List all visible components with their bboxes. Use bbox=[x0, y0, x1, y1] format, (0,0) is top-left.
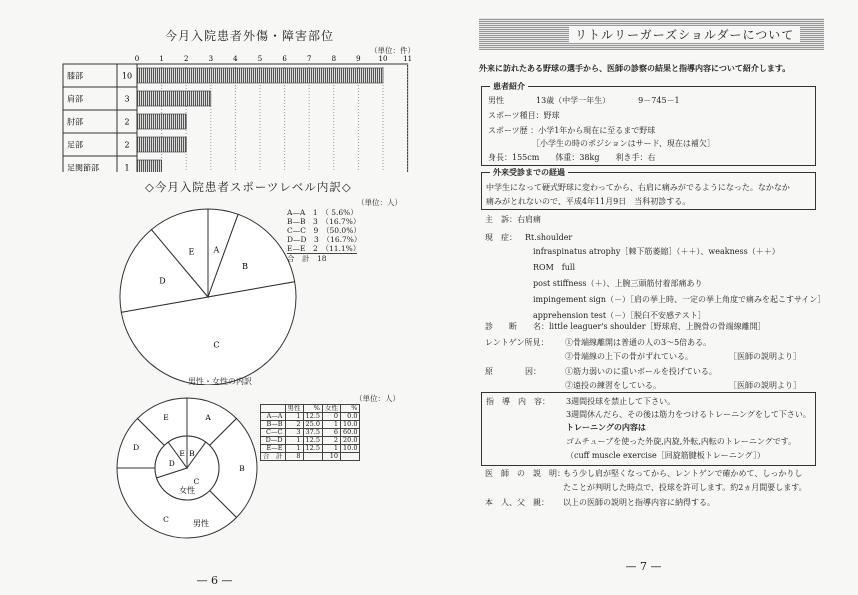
finding-line: post stiffness（＋）、上腕三頭筋付着部痛あり bbox=[533, 279, 703, 288]
doctor-line: たことが判明した時点で、投球を許可します。約2ヵ月間要します。 bbox=[563, 483, 807, 492]
table-cell: 1 bbox=[322, 445, 340, 453]
pie-slice-label: D bbox=[159, 276, 166, 286]
guidance-line: 3週間投球を禁止して下さい。 bbox=[566, 397, 676, 406]
bar bbox=[137, 137, 186, 152]
intro-text: 外来に訪れたある野球の選手から、医師の診察の結果と指導内容について紹介します。 bbox=[479, 63, 791, 73]
pie-slice-label: C bbox=[213, 340, 220, 350]
consent-label: 本 人、父 親： bbox=[485, 498, 549, 507]
profile-line: スポーツ種目：野球 bbox=[488, 111, 560, 120]
bar-chart bbox=[55, 52, 425, 172]
history-header: 外来受診までの経過 bbox=[490, 167, 568, 178]
table-cell: 25.0 bbox=[303, 421, 322, 429]
page-title: リトルリーガーズショルダーについて bbox=[569, 26, 800, 43]
table-cell: 0 bbox=[322, 413, 340, 421]
table-cell: 3 bbox=[285, 429, 303, 437]
table-cell: E—E bbox=[261, 445, 286, 453]
bar-chart-unit: （単位：件） bbox=[370, 46, 415, 55]
donut-outer-label: D bbox=[133, 442, 140, 452]
table-cell: 1 bbox=[322, 421, 340, 429]
guidance-line: ゴムチューブを使った外旋,内旋,外転,内転のトレーニングです。 bbox=[566, 437, 797, 446]
table-cell bbox=[303, 453, 322, 461]
pie-legend-row: A—A 1 （ 5.6%） bbox=[287, 208, 358, 217]
history-line: 中学生になって硬式野球に変わってから、右肩に痛みがでるようになった。なかなか bbox=[486, 183, 790, 192]
profile-line: 男性 13歳（中学一年生） 9－745－1 bbox=[488, 96, 680, 105]
cause-line: ①筋力弱いのに重いボールを投げている。 bbox=[565, 367, 717, 376]
pie-unit: （単位：人） bbox=[357, 198, 402, 207]
xray-line: ②骨端線の上下の骨がずれている。 bbox=[565, 352, 693, 361]
guidance-line: 3週間休んだら、その後は筋力をつけるトレーニングをして下さい。 bbox=[566, 410, 811, 419]
x-tick-label: 2 bbox=[183, 55, 189, 63]
bar-category-label: 肘部 bbox=[67, 117, 83, 127]
x-tick-label: 6 bbox=[282, 55, 287, 63]
pie-slice-label: E bbox=[188, 247, 195, 257]
bar-category-label: 足部 bbox=[67, 140, 83, 150]
table-cell: 12.5 bbox=[303, 437, 322, 445]
donut-inner-label: E bbox=[179, 448, 185, 458]
page-number: — 6 — bbox=[196, 574, 233, 587]
doctor-label: 医 師 の 説 明： bbox=[485, 469, 565, 478]
table-cell: 60.0 bbox=[340, 429, 359, 437]
profile-line: ［小学生の時のポジションはサード、現在は補欠］ bbox=[488, 139, 715, 148]
table-cell: A—A bbox=[261, 413, 286, 421]
x-tick-label: 4 bbox=[233, 55, 238, 63]
finding-line: Rt.shoulder bbox=[525, 233, 573, 242]
profile-header: 患者紹介 bbox=[490, 81, 528, 92]
x-tick-label: 3 bbox=[208, 55, 214, 63]
bar-value-label: 3 bbox=[124, 94, 130, 104]
table-cell: 37.5 bbox=[303, 429, 322, 437]
x-tick-label: 11 bbox=[403, 55, 413, 63]
pie-legend bbox=[287, 208, 362, 263]
donut-outer-label: C bbox=[163, 514, 169, 524]
pie-legend-row: B—B 3 （16.7%） bbox=[287, 217, 361, 226]
bar-value-label: 2 bbox=[124, 140, 130, 150]
pie-legend-row: E—E 2 （11.1%） bbox=[287, 244, 361, 253]
history-box bbox=[481, 167, 816, 210]
table-cell: % bbox=[303, 405, 322, 413]
donut-outer-label: A bbox=[205, 413, 211, 423]
profile-box bbox=[481, 81, 816, 166]
chief-complaint: 主 訴：右肩痛 bbox=[485, 215, 541, 224]
xray-label: レントゲン所見： bbox=[485, 338, 549, 347]
donut-chart-title: 男性・女性の内訳 bbox=[188, 377, 252, 386]
donut-inner-label: D bbox=[168, 459, 175, 469]
bar-chart-title: 今月入院患者外傷・障害部位 bbox=[165, 29, 335, 43]
cause-label: 原 因： bbox=[485, 367, 541, 376]
finding-line: infraspinatus atrophy［棘下筋萎縮］（＋＋）、weakness（＋＋） bbox=[533, 247, 780, 256]
table-total-row bbox=[261, 453, 360, 461]
donut-outer-series-label: 男性 bbox=[193, 519, 209, 528]
x-tick-label: 10 bbox=[378, 55, 388, 63]
table-cell: 1 bbox=[285, 445, 303, 453]
table-cell bbox=[340, 453, 359, 461]
x-tick-label: 0 bbox=[134, 55, 140, 63]
bar-value-label: 1 bbox=[124, 163, 130, 172]
history-line: 痛みがとれないので、平成4年11月9日 当科初診する。 bbox=[486, 197, 691, 206]
table-cell: 10.0 bbox=[340, 421, 359, 429]
diagnosis: 診 断 名：little leaguer's shoulder［野球肩、上腕骨の骨端線離開］ bbox=[485, 322, 766, 331]
xray-line: ①骨端線離開は普通の人の3～5倍ある。 bbox=[565, 338, 712, 347]
cause-line: ②遠投の練習をしている。 bbox=[565, 381, 661, 390]
table-cell: 10 bbox=[322, 453, 340, 461]
title-banner bbox=[479, 18, 824, 50]
cause-note: ［医師の説明より］ bbox=[729, 381, 801, 390]
x-tick-label: 9 bbox=[356, 55, 361, 63]
bar-category-label: 肩部 bbox=[67, 94, 83, 104]
pie-slice-label: B bbox=[242, 261, 249, 271]
table-cell: 10.0 bbox=[340, 445, 359, 453]
x-tick-label: 7 bbox=[306, 55, 312, 63]
donut-chart bbox=[114, 395, 264, 545]
pie-legend-total: 合 計 18 bbox=[287, 253, 357, 263]
guidance-box bbox=[481, 392, 816, 466]
bar-value-label: 10 bbox=[121, 71, 133, 81]
donut-inner-label: B bbox=[189, 448, 195, 458]
table-cell: 2 bbox=[322, 437, 340, 445]
pie-legend-row: C—C 9 （50.0%） bbox=[287, 226, 361, 235]
table-cell: 6 bbox=[322, 429, 340, 437]
guidance-label: 指 導 内 容： bbox=[486, 397, 550, 406]
finding-line: apprehension test（－）［脱臼不安感テスト］ bbox=[533, 311, 706, 320]
table-cell: 2 bbox=[285, 421, 303, 429]
donut-outer-label: B bbox=[239, 464, 245, 473]
table-cell: 12.5 bbox=[303, 413, 322, 421]
finding-line: impingement sign（－）［肩の挙上時、一定の挙上角度で痛みを起こすサイン］ bbox=[533, 295, 826, 304]
bar bbox=[137, 68, 383, 83]
page-number: — 7 — bbox=[625, 560, 662, 573]
table-cell: 男性 bbox=[285, 405, 303, 413]
doctor-line: もう少し肩が堅くなってから、レントゲンで確かめて、しっかりし bbox=[563, 469, 803, 478]
donut-inner-series-label: 女性 bbox=[179, 486, 195, 495]
table-cell: 合 計 bbox=[261, 453, 286, 461]
pie-chart-title: ◇今月入院患者スポーツレベル内訳◇ bbox=[145, 180, 352, 194]
findings-label: 現 症： bbox=[485, 233, 517, 242]
donut-inner-label: C bbox=[193, 476, 200, 486]
table-cell: % bbox=[340, 405, 359, 413]
bar bbox=[137, 114, 186, 129]
donut-outer-label: E bbox=[163, 413, 169, 423]
pie-chart bbox=[115, 205, 305, 385]
table-cell: 女性 bbox=[322, 405, 340, 413]
pie-legend-row: D—D 3 （16.7%） bbox=[287, 235, 362, 244]
consent-text: 以上の医師の説明と指導内容に納得する。 bbox=[563, 498, 715, 507]
table-cell: 20.0 bbox=[340, 437, 359, 445]
table-cell: 8 bbox=[285, 453, 303, 461]
profile-line: 身長：155cm 体重：38kg 利き手：右 bbox=[488, 153, 656, 162]
guidance-line: （cuff muscle exercise［回旋筋腱板トレーニング］） bbox=[566, 451, 765, 460]
table-cell: 1 bbox=[285, 437, 303, 445]
x-tick-label: 1 bbox=[159, 55, 164, 63]
table-cell: 12.5 bbox=[303, 445, 322, 453]
table-cell: 1 bbox=[285, 413, 303, 421]
table-cell: B—B bbox=[261, 421, 286, 429]
right-page bbox=[429, 0, 858, 595]
table-cell: D—D bbox=[261, 437, 286, 445]
profile-line: スポーツ歴 ：小学1年から現在に至るまで野球 bbox=[488, 126, 656, 135]
bar-category-label: 膝部 bbox=[67, 71, 83, 81]
bar-category-label: 足関節部 bbox=[67, 163, 99, 172]
x-tick-label: 8 bbox=[331, 55, 337, 63]
donut-table bbox=[260, 404, 360, 461]
table-cell: C—C bbox=[261, 429, 286, 437]
bar bbox=[137, 91, 211, 106]
bar-value-label: 2 bbox=[124, 117, 130, 127]
finding-line: ROM full bbox=[533, 263, 576, 272]
guidance-line: トレーニングの内容は bbox=[566, 422, 646, 432]
table-cell: 0.0 bbox=[340, 413, 359, 421]
xray-note: ［医師の説明より］ bbox=[729, 352, 801, 361]
donut-unit: （単位：人） bbox=[355, 394, 400, 403]
x-tick-label: 5 bbox=[257, 55, 263, 63]
pie-slice-label: A bbox=[213, 245, 220, 255]
bar bbox=[137, 160, 162, 172]
